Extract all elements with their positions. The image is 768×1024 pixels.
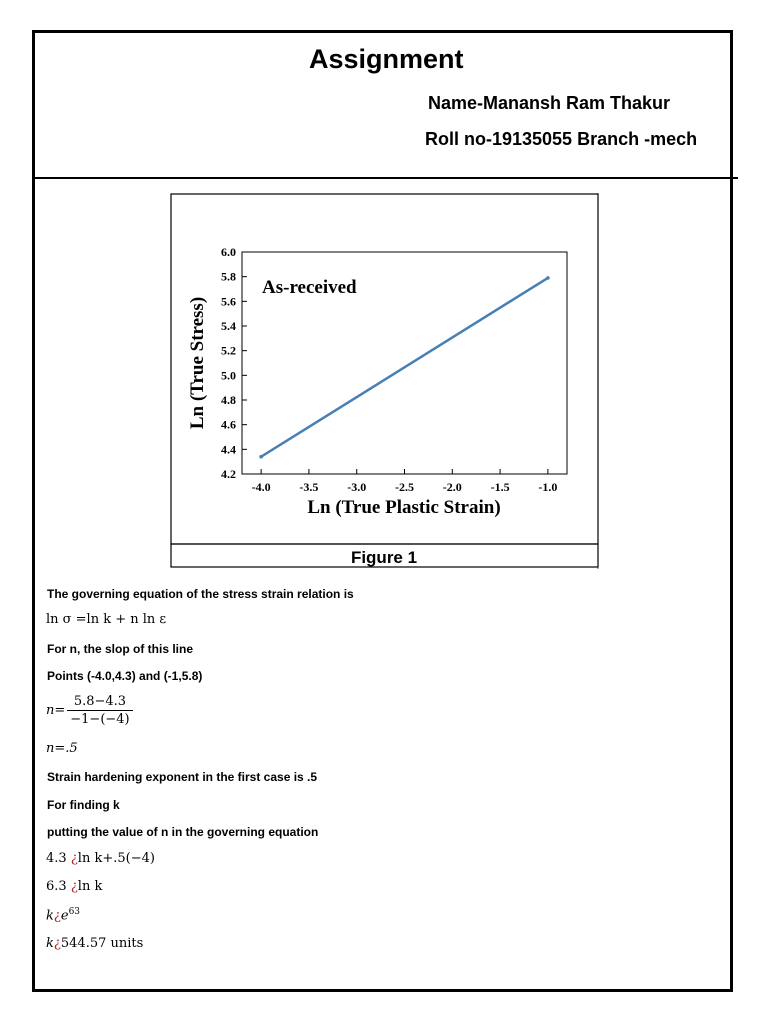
x-tick-label: -1.5 [490,480,510,494]
k-equation-3 [46,907,80,923]
figure-caption: Figure 1 [350,548,418,567]
y-tick-label: 5.4 [221,319,236,333]
series-line [261,278,548,457]
k-equation-2 [46,879,102,894]
y-tick-label: 4.8 [221,393,236,407]
eq5-right: 544.57 units [60,936,144,951]
header-divider [32,177,738,179]
exponent-text: Strain hardening exponent in the first case is .5 [47,770,318,784]
eq2-glyph: ¿ [70,851,78,866]
eq5-glyph: ¿ [53,936,61,951]
student-name: Name-Manansh Ram Thakur [428,93,671,113]
slope-equation [46,694,133,727]
y-tick-label: 4.2 [221,467,236,481]
k-equation-1 [46,851,155,866]
slope-fraction [67,694,132,727]
x-tick-label: -4.0 [251,480,271,494]
slope-text: For n, the slop of this line [47,642,193,656]
chart-annotation: As-received [262,277,357,298]
y-tick-label: 4.4 [221,442,236,457]
governing-equation [46,612,166,627]
find-k-text: For finding k [47,798,120,812]
x-tick-label: -1.0 [538,480,558,494]
k-result [46,936,143,951]
eq4-glyph: ¿ [53,908,61,924]
eq3-right: ln k [77,879,103,894]
y-tick-label: 5.0 [221,368,236,383]
fraction-numerator: 5.8−4.3 [67,694,132,711]
x-tick-label: -2.0 [442,480,462,494]
y-tick-label: 6.0 [221,245,236,259]
fraction-denominator: −1−(−4) [70,712,130,727]
series-point [259,455,263,459]
x-tick-label: -2.5 [395,480,414,494]
eq4-left: k [46,908,54,924]
eq3-glyph: ¿ [70,879,78,894]
slope-result [46,741,78,756]
stress-strain-chart [170,193,600,569]
eq4-base: e [60,908,69,924]
y-tick-label: 5.2 [221,343,236,358]
roll-branch-line: Roll no-19135055 Branch -mech [425,129,698,149]
governing-equation-text: ln σ =ln k + n ln ε [46,612,167,627]
series-point [546,276,550,280]
points-text: Points (-4.0,4.3) and (-1,5.8) [47,669,203,683]
page-title: Assignment [309,44,464,74]
slope-prefix: n= [46,703,66,718]
x-axis-label: Ln (True Plastic Strain) [307,497,501,518]
intro-text: The governing equation of the stress strain relation is [47,587,354,601]
x-tick-label: -3.0 [347,480,367,494]
eq5-left: k [46,936,54,951]
figure-1 [170,193,600,569]
substitute-text: putting the value of n in the governing equation [47,825,319,839]
y-tick-label: 5.6 [221,294,236,309]
data-series [259,276,549,458]
x-tick-label: -3.5 [299,480,319,494]
eq3-left: 6.3 [46,879,71,894]
eq4-exponent: 63 [68,907,81,917]
y-tick-label: 5.8 [221,269,236,284]
y-axis-label: Ln (True Stress) [187,296,208,430]
slope-result-text: n=.5 [46,741,78,756]
eq2-left: 4.3 [46,851,71,866]
y-tick-label: 4.6 [221,417,236,432]
eq2-right: ln k+.5(−4) [77,851,155,866]
